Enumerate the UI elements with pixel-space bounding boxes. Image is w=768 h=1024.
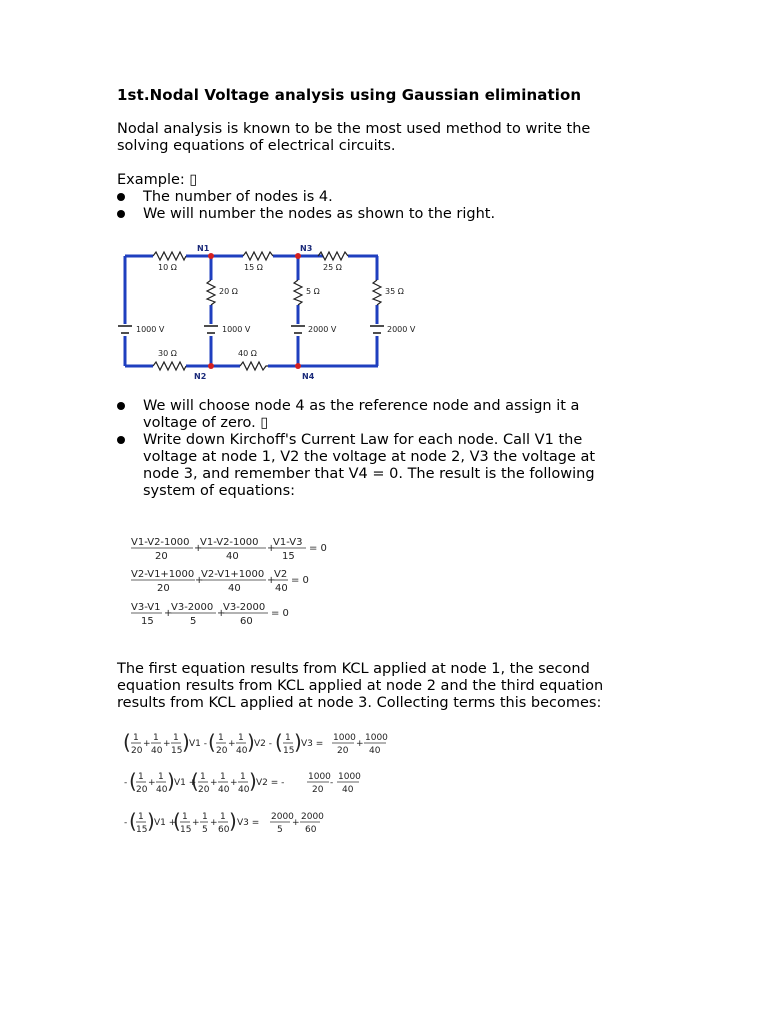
operator: + bbox=[217, 608, 226, 619]
operator: + bbox=[210, 778, 218, 788]
bullet-item: Write down Kirchoff's Current Law for each node. Call V1 the voltage at node 1, V2 the voltage at node 2, V3 the voltage at node 3, and remember that V4 = 0. The result is the following system of equations: bbox=[117, 432, 595, 500]
intro-paragraph bbox=[117, 121, 590, 155]
equation-rhs: = 0 bbox=[309, 543, 327, 554]
variable: V1 - bbox=[189, 739, 207, 749]
svg-text:): ) bbox=[229, 809, 237, 833]
fraction-denominator: 40 bbox=[156, 785, 168, 795]
variable: V3 = bbox=[237, 818, 260, 828]
variable: V3 = bbox=[301, 739, 324, 749]
fraction-numerator: 1 bbox=[240, 772, 246, 782]
fraction-denominator: 5 bbox=[202, 825, 208, 835]
fraction-numerator: 1 bbox=[138, 772, 144, 782]
variable: V2 - bbox=[254, 739, 272, 749]
fraction-numerator: 1000 bbox=[365, 733, 388, 743]
operator: + bbox=[267, 575, 276, 586]
fraction-denominator: 20 bbox=[198, 785, 210, 795]
svg-text:): ) bbox=[147, 809, 155, 833]
fraction-denominator: 40 bbox=[226, 551, 239, 562]
fraction-denominator: 20 bbox=[131, 746, 143, 756]
source-label: 2000 V bbox=[387, 325, 416, 334]
fraction-denominator: 20 bbox=[157, 583, 170, 594]
source-label: 1000 V bbox=[136, 325, 165, 334]
bullet-dot-icon bbox=[117, 402, 125, 410]
fraction-numerator: 1 bbox=[173, 733, 179, 743]
operator: - bbox=[124, 778, 128, 788]
operator: + bbox=[164, 608, 173, 619]
bullet-list-1 bbox=[117, 189, 495, 223]
fraction-numerator: V2-V1+1000 bbox=[131, 569, 195, 580]
node-label-n4: N4 bbox=[302, 372, 315, 381]
fraction-denominator: 40 bbox=[218, 785, 230, 795]
fraction-denominator: 40 bbox=[228, 583, 241, 594]
resistor-label: 25 Ω bbox=[323, 263, 342, 272]
bullet-item: We will choose node 4 as the reference node and assign it a voltage of zero. ▯ bbox=[117, 398, 595, 432]
fraction-numerator: 1000 bbox=[308, 772, 331, 782]
equation-rhs: = 0 bbox=[271, 608, 289, 619]
operator: + bbox=[267, 543, 276, 554]
resistor-label: 15 Ω bbox=[244, 263, 263, 272]
operator: + bbox=[356, 739, 364, 749]
bullet-item: We will number the nodes as shown to the right. bbox=[117, 206, 495, 223]
svg-text:): ) bbox=[249, 769, 257, 793]
fraction-denominator: 5 bbox=[190, 616, 197, 627]
fraction-numerator: V2 bbox=[274, 569, 288, 580]
resistor-label: 5 Ω bbox=[306, 287, 320, 296]
paragraph-line: equation results from KCL applied at node 2 and the third equation bbox=[117, 678, 604, 694]
fraction-numerator: V3-2000 bbox=[171, 602, 214, 613]
operator: + bbox=[163, 739, 171, 749]
node-label-n3: N3 bbox=[300, 244, 313, 253]
fraction-denominator: 5 bbox=[277, 825, 283, 835]
fraction-denominator: 40 bbox=[236, 746, 248, 756]
intro-line: solving equations of electrical circuits. bbox=[117, 138, 396, 154]
resistor-zigzags bbox=[153, 252, 381, 370]
source-label: 1000 V bbox=[222, 325, 251, 334]
fraction-numerator: V1-V2-1000 bbox=[131, 537, 190, 548]
svg-text:): ) bbox=[167, 769, 175, 793]
fraction-denominator: 15 bbox=[141, 616, 154, 627]
node-label-n1: N1 bbox=[197, 244, 210, 253]
svg-text:(: ( bbox=[129, 809, 137, 833]
operator: - bbox=[124, 818, 128, 828]
svg-text:): ) bbox=[294, 730, 302, 754]
fraction-denominator: 60 bbox=[305, 825, 317, 835]
fraction-denominator: 15 bbox=[171, 746, 183, 756]
svg-text:): ) bbox=[247, 730, 255, 754]
fraction-denominator: 15 bbox=[283, 746, 295, 756]
fraction-numerator: 1 bbox=[182, 812, 188, 822]
svg-text:(: ( bbox=[129, 769, 137, 793]
fraction-numerator: 1 bbox=[133, 733, 139, 743]
svg-text:(: ( bbox=[123, 730, 131, 754]
svg-text:(: ( bbox=[173, 809, 181, 833]
fraction-numerator: 1 bbox=[200, 772, 206, 782]
section-heading: 1st.Nodal Voltage analysis using Gaussian elimination bbox=[117, 86, 582, 104]
fraction-denominator: 15 bbox=[180, 825, 192, 835]
fraction-denominator: 40 bbox=[238, 785, 250, 795]
fraction-denominator: 60 bbox=[218, 825, 230, 835]
fraction-denominator: 40 bbox=[151, 746, 163, 756]
explanation-paragraph bbox=[117, 661, 603, 712]
resistor-label: 20 Ω bbox=[219, 287, 238, 296]
kcl-equations bbox=[128, 532, 348, 632]
operator: + bbox=[210, 818, 218, 828]
node-label-n2: N2 bbox=[194, 372, 207, 381]
operator: + bbox=[194, 543, 203, 554]
variable: V2 = - bbox=[256, 778, 285, 788]
resistor-label: 35 Ω bbox=[385, 287, 404, 296]
svg-text:(: ( bbox=[191, 769, 199, 793]
intro-line: Nodal analysis is known to be the most used method to write the bbox=[117, 121, 591, 137]
fraction-denominator: 20 bbox=[136, 785, 148, 795]
fraction-numerator: 1 bbox=[220, 812, 226, 822]
operator: + bbox=[148, 778, 156, 788]
resistor-label: 30 Ω bbox=[158, 349, 177, 358]
bullet-list-2 bbox=[117, 398, 595, 500]
fraction-numerator: 1 bbox=[285, 733, 291, 743]
operator: - bbox=[330, 778, 334, 788]
fraction-numerator: 2000 bbox=[301, 812, 324, 822]
fraction-denominator: 20 bbox=[312, 785, 324, 795]
fraction-numerator: V3-2000 bbox=[223, 602, 266, 613]
source-label: 2000 V bbox=[308, 325, 337, 334]
fraction-numerator: V2-V1+1000 bbox=[201, 569, 265, 580]
fraction-denominator: 60 bbox=[240, 616, 253, 627]
bullet-dot-icon bbox=[117, 210, 125, 218]
fraction-numerator: V1-V3 bbox=[273, 537, 303, 548]
fraction-denominator: 40 bbox=[275, 583, 288, 594]
fraction-denominator: 40 bbox=[342, 785, 354, 795]
fraction-numerator: 1 bbox=[153, 733, 159, 743]
fraction-numerator: 1 bbox=[220, 772, 226, 782]
fraction-numerator: 1000 bbox=[338, 772, 361, 782]
operator: + bbox=[228, 739, 236, 749]
example-label: Example: ▯ bbox=[117, 172, 198, 188]
fraction-denominator: 20 bbox=[337, 746, 349, 756]
svg-text:): ) bbox=[182, 730, 190, 754]
fraction-numerator: 1000 bbox=[333, 733, 356, 743]
variable: V1 + bbox=[174, 778, 197, 788]
collected-equations bbox=[122, 730, 402, 840]
fraction-denominator: 20 bbox=[155, 551, 168, 562]
svg-text:(: ( bbox=[275, 730, 283, 754]
fraction-denominator: 20 bbox=[216, 746, 228, 756]
bullet-dot-icon bbox=[117, 436, 125, 444]
operator: + bbox=[143, 739, 151, 749]
resistor-label: 10 Ω bbox=[158, 263, 177, 272]
fraction-denominator: 15 bbox=[136, 825, 148, 835]
fraction-denominator: 15 bbox=[282, 551, 295, 562]
bullet-dot-icon bbox=[117, 193, 125, 201]
paragraph-line: The first equation results from KCL applied at node 1, the second bbox=[117, 661, 590, 677]
bullet-item: The number of nodes is 4. bbox=[117, 189, 495, 206]
resistor-label: 40 Ω bbox=[238, 349, 257, 358]
operator: + bbox=[230, 778, 238, 788]
equation-rhs: = 0 bbox=[291, 575, 309, 586]
fraction-numerator: 1 bbox=[218, 733, 224, 743]
fraction-numerator: V1-V2-1000 bbox=[200, 537, 259, 548]
fraction-numerator: 1 bbox=[238, 733, 244, 743]
paragraph-line: results from KCL applied at node 3. Collecting terms this becomes: bbox=[117, 695, 602, 711]
circuit-diagram bbox=[118, 240, 428, 385]
fraction-denominator: 40 bbox=[369, 746, 381, 756]
fraction-numerator: 1 bbox=[202, 812, 208, 822]
operator: + bbox=[195, 575, 204, 586]
fraction-numerator: 2000 bbox=[271, 812, 294, 822]
fraction-numerator: V3-V1 bbox=[131, 602, 161, 613]
variable: V1 + bbox=[154, 818, 177, 828]
operator: + bbox=[292, 818, 300, 828]
svg-text:(: ( bbox=[208, 730, 216, 754]
fraction-numerator: 1 bbox=[138, 812, 144, 822]
operator: + bbox=[192, 818, 200, 828]
fraction-numerator: 1 bbox=[158, 772, 164, 782]
